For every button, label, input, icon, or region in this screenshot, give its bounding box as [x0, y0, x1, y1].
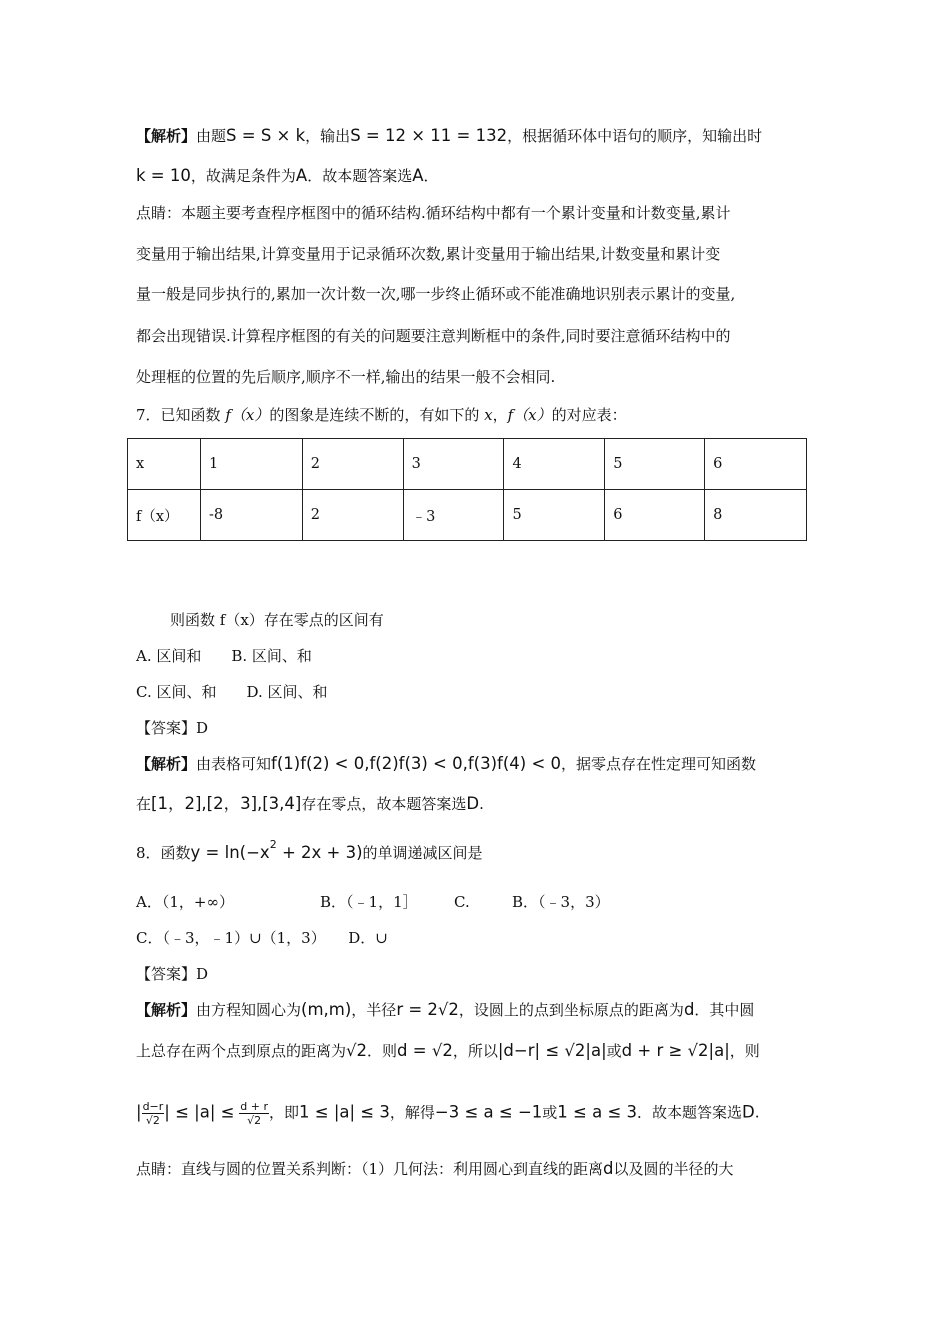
formula: d — [683, 1000, 695, 1019]
formula: A — [412, 166, 424, 185]
analysis-tag: 【解析】 — [136, 1001, 197, 1019]
formula: f（x） — [225, 406, 270, 424]
q7-explanation-line-1 — [136, 753, 756, 775]
text: 由方程知圆心为 — [196, 1001, 302, 1019]
option: A．（1，+∞） — [136, 893, 234, 911]
text: 点睛：直线与圆的位置关系判断：（1）几何法：利用圆心到直线的距离 — [136, 1160, 604, 1178]
formula: x — [484, 406, 493, 424]
note-line: 点睛：本题主要考查程序框图中的循环结构.循环结构中都有一个累计变量和计数变量,累计 — [136, 204, 731, 222]
text: 或 — [606, 1042, 622, 1060]
formula: r = 2√2 — [396, 1000, 459, 1019]
numerator: d−r — [142, 1100, 164, 1113]
formula: A — [295, 166, 308, 185]
option: B．（﹣3，3） — [512, 893, 610, 911]
table-cell: 4 — [504, 439, 605, 490]
text: ，根据循环体中语句的顺序，知输出时 — [507, 127, 763, 145]
text: ，设圆上的点到坐标原点的距离为 — [458, 1001, 684, 1019]
text: ． — [423, 167, 439, 185]
formula: d — [603, 1159, 614, 1178]
formula: d = √2 — [397, 1041, 453, 1060]
table-cell: 2 — [302, 490, 403, 541]
q7-stem — [136, 404, 627, 426]
q8-note — [136, 1158, 734, 1180]
text: 8．函数 — [136, 844, 191, 862]
text: 以及圆的半径的大 — [613, 1160, 734, 1178]
q8-explanation-line-3: | $\frac{d-r}{√2}$ | ≤ |a| ≤ $\frac{d + r}{√2}$ ，即1 ≤ |a| ≤ 3，解得−3 ≤ a ≤ −1或1 ≤ a ≤ 3．故本题答案选D. — [136, 1100, 760, 1127]
text: 的图象是连续不断的，有如下的 — [269, 406, 480, 424]
text: 或 — [542, 1103, 558, 1122]
formula: √2 — [346, 1041, 368, 1060]
table-cell: 1 — [200, 439, 302, 490]
formula: 2 — [269, 838, 277, 851]
formula: [1，2],[2，3],[3,4] — [151, 794, 302, 813]
text: ．则 — [367, 1042, 398, 1060]
q8-explanation-line-1 — [136, 999, 754, 1021]
text: . — [479, 795, 484, 813]
formula: |d−r| ≤ √2|a| — [497, 1041, 607, 1060]
q6-explanation-line-1 — [136, 125, 762, 147]
table-cell: 3 — [403, 439, 504, 490]
text: ，即 — [268, 1103, 299, 1122]
fraction — [142, 1100, 165, 1127]
text: 的单调递减区间是 — [362, 844, 483, 862]
text: ．其中圆 — [694, 1001, 755, 1019]
q8-explanation-line-2 — [136, 1040, 760, 1062]
q6-explanation-line-2 — [136, 165, 439, 187]
table-cell: 2 — [302, 439, 403, 490]
note-line: 处理框的位置的先后顺序,顺序不一样,输出的结果一般不会相同. — [136, 368, 556, 386]
text: . — [754, 1103, 760, 1122]
formula: d + r ≥ √2|a| — [621, 1041, 730, 1060]
table-cell: 6 — [605, 490, 705, 541]
q7-options-2: C. 区间、和 D. 区间、和 — [136, 683, 328, 701]
text: ，解得 — [389, 1103, 435, 1122]
text: ，输出 — [305, 127, 351, 145]
table-row — [128, 439, 807, 490]
text: 的对应表： — [551, 406, 627, 424]
numerator: d + r — [240, 1100, 268, 1113]
formula: D — [742, 1102, 755, 1122]
q8-options-2: C．（﹣3，﹣1）∪（1，3） D．∪ — [136, 929, 388, 947]
text: 由题 — [196, 127, 227, 145]
analysis-tag: 【解析】 — [136, 755, 197, 773]
table-cell: 6 — [705, 439, 807, 490]
note-line: 变量用于输出结果,计算变量用于记录循环次数,累计变量用于输出结果,计数变量和累计变 — [136, 245, 721, 263]
table-cell: x — [128, 439, 201, 490]
formula: y = ln(−x — [190, 843, 270, 862]
fraction — [239, 1100, 269, 1127]
formula: + 2x + 3) — [276, 843, 363, 862]
formula: (m,m) — [301, 1000, 352, 1019]
text: ，据零点存在性定理可知函数 — [561, 755, 757, 773]
text: ，故满足条件为 — [190, 167, 296, 185]
table-cell: 8 — [705, 490, 807, 541]
table-cell: 5 — [605, 439, 705, 490]
table-cell: f（x） — [128, 490, 201, 541]
option: B．（﹣1，1］ — [320, 893, 418, 911]
table-cell: ﹣3 — [403, 490, 504, 541]
q7-explanation-line-2 — [136, 793, 484, 815]
option: C. — [454, 893, 470, 911]
denominator: √2 — [247, 1114, 262, 1127]
text: ， — [492, 406, 508, 424]
text: ．故本题答案选 — [307, 167, 413, 185]
q7-answer: 【答案】D — [136, 719, 209, 737]
text: ，半径 — [351, 1001, 397, 1019]
formula: S = S × k — [226, 126, 306, 145]
note-line: 都会出现错误.计算程序框图的有关的问题要注意判断框中的条件,同时要注意循环结构中的 — [136, 327, 731, 345]
text: ，所以 — [452, 1042, 498, 1060]
q7-options-1: A. 区间和 B. 区间、和 — [136, 647, 312, 665]
value-table — [127, 438, 807, 541]
text: 存在零点，故本题答案选 — [301, 795, 467, 813]
note-line: 量一般是同步执行的,累加一次计数一次,哪一步终止循环或不能准确地识别表示累计的变量, — [136, 285, 736, 303]
q8-stem — [136, 838, 483, 866]
formula: −3 ≤ a ≤ −1 — [434, 1102, 543, 1122]
text: 7．已知函数 — [136, 406, 221, 424]
text: 由表格可知 — [196, 755, 272, 773]
q8-answer: 【答案】D — [136, 965, 209, 983]
formula: f（x） — [507, 406, 552, 424]
denominator: √2 — [145, 1114, 160, 1127]
formula: k = 10 — [136, 166, 191, 185]
formula: | ≤ |a| ≤ — [164, 1102, 235, 1122]
text: ，则 — [729, 1042, 760, 1060]
table-row — [128, 490, 807, 541]
text: 在 — [136, 795, 152, 813]
table-cell: -8 — [200, 490, 302, 541]
analysis-tag: 【解析】 — [136, 127, 197, 145]
formula: 1 ≤ |a| ≤ 3 — [299, 1102, 390, 1122]
formula: S = 12 × 11 = 132 — [350, 126, 508, 145]
q7-question: 则函数 f（x）存在零点的区间有 — [170, 611, 384, 629]
formula: f(1)f(2) < 0,f(2)f(3) < 0,f(3)f(4) < 0 — [271, 754, 562, 773]
table-cell: 5 — [504, 490, 605, 541]
text: ．故本题答案选 — [637, 1103, 743, 1122]
text: 上总存在两个点到原点的距离为 — [136, 1042, 347, 1060]
formula: D — [466, 794, 480, 813]
formula: 1 ≤ a ≤ 3 — [557, 1102, 638, 1122]
